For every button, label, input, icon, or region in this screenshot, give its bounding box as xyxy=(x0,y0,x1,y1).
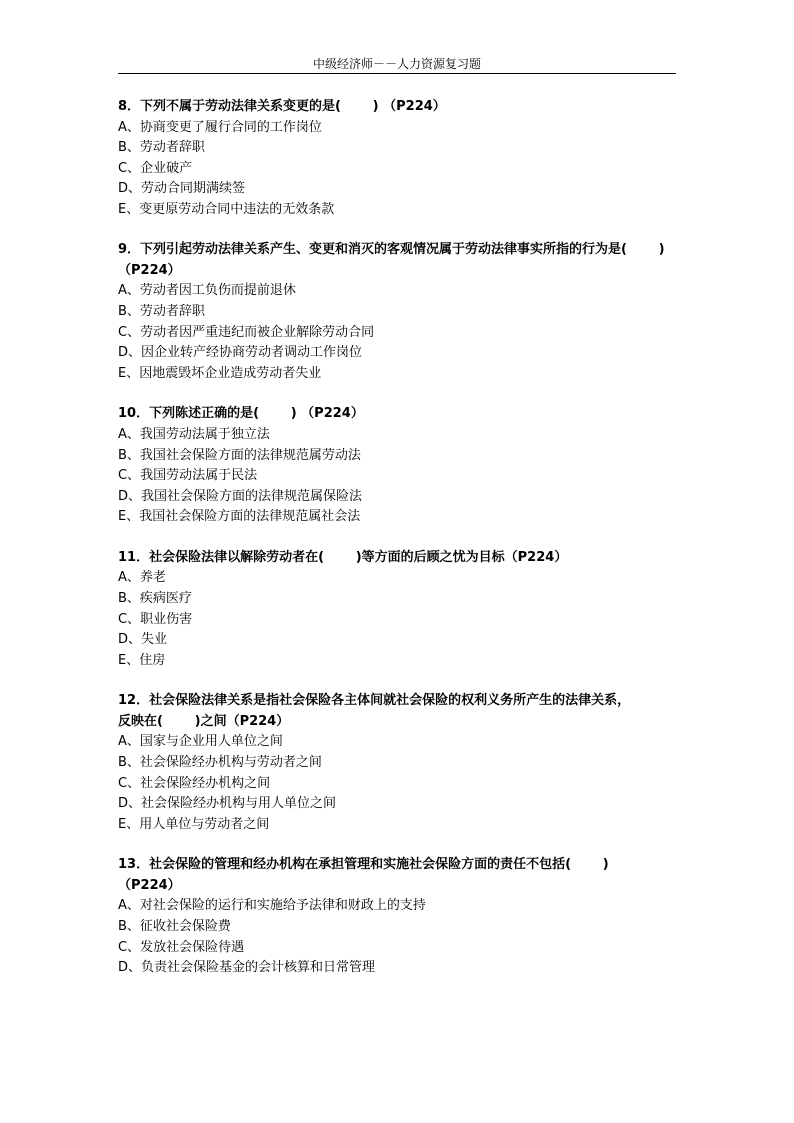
question-title: 8．下列不属于劳动法律关系变更的是( ) （P224） xyxy=(118,99,446,114)
option-a: A、对社会保险的运行和实施给予法律和财政上的支持 xyxy=(118,898,426,914)
option-b: B、劳动者辞职 xyxy=(118,304,205,320)
option-a: A、我国劳动法属于独立法 xyxy=(118,426,270,442)
option-b: B、劳动者辞职 xyxy=(118,140,205,156)
option-b: B、社会保险经办机构与劳动者之间 xyxy=(118,754,322,770)
option-d: D、劳动合同期满续签 xyxy=(118,181,246,197)
option-e: E、我国社会保险方面的法律规范属社会法 xyxy=(118,509,361,525)
option-c: C、社会保险经办机构之间 xyxy=(118,775,271,791)
question-9 xyxy=(118,240,698,384)
option-b: B、疾病医疗 xyxy=(118,591,192,606)
option-c: C、劳动者因严重违纪而被企业解除劳动合同 xyxy=(118,324,375,340)
question-12 xyxy=(118,691,698,835)
option-c: C、企业破产 xyxy=(118,160,193,176)
option-d: D、因企业转产经协商劳动者调动工作岗位 xyxy=(118,345,363,361)
option-c: C、职业伤害 xyxy=(118,611,193,627)
option-d: D、失业 xyxy=(118,632,168,648)
question-title: 10．下列陈述正确的是( ) （P224） xyxy=(118,406,364,422)
option-b: B、我国社会保险方面的法律规范属劳动法 xyxy=(118,447,361,463)
question-title: 11．社会保险法律以解除劳动者在( )等方面的后顾之忧为目标（P224） xyxy=(118,549,568,565)
question-11 xyxy=(118,548,698,671)
option-b: B、征收社会保险费 xyxy=(118,918,231,934)
question-list xyxy=(118,97,698,999)
option-c: C、我国劳动法属于民法 xyxy=(118,468,258,484)
option-e: E、住房 xyxy=(118,652,166,668)
page-header: 中级经济师－－人力资源复习题 xyxy=(312,57,481,71)
option-a: A、劳动者因工负伤而提前退休 xyxy=(118,283,296,299)
option-c: C、发放社会保险待遇 xyxy=(118,939,245,955)
option-e: E、因地震毁坏企业造成劳动者失业 xyxy=(118,365,322,381)
option-d: D、我国社会保险方面的法律规范属保险法 xyxy=(118,488,363,504)
question-13 xyxy=(118,855,698,978)
question-title: 12．社会保险法律关系是指社会保险各主体间就社会保险的权利义务所产生的法律关系， 反映在( )之间（P224） xyxy=(118,693,631,729)
question-10 xyxy=(118,404,698,527)
option-e: E、变更原劳动合同中违法的无效条款 xyxy=(118,201,335,217)
option-e: E、用人单位与劳动者之间 xyxy=(118,816,270,832)
question-title: 9．下列引起劳动法律关系产生、变更和消灭的客观情况属于劳动法律事实所指的行为是( ) （P224） xyxy=(118,242,665,278)
question-title: 13．社会保险的管理和经办机构在承担管理和实施社会保险方面的责任不包括( ) （P224） xyxy=(118,857,609,893)
option-d: D、负责社会保险基金的会计核算和日常管理 xyxy=(118,960,376,976)
option-a: A、养老 xyxy=(118,570,166,586)
option-a: A、国家与企业用人单位之间 xyxy=(118,734,283,750)
option-a: A、协商变更了履行合同的工作岗位 xyxy=(118,119,322,135)
header-rule xyxy=(118,73,676,74)
option-d: D、社会保险经办机构与用人单位之间 xyxy=(118,796,337,812)
question-8 xyxy=(118,97,698,220)
